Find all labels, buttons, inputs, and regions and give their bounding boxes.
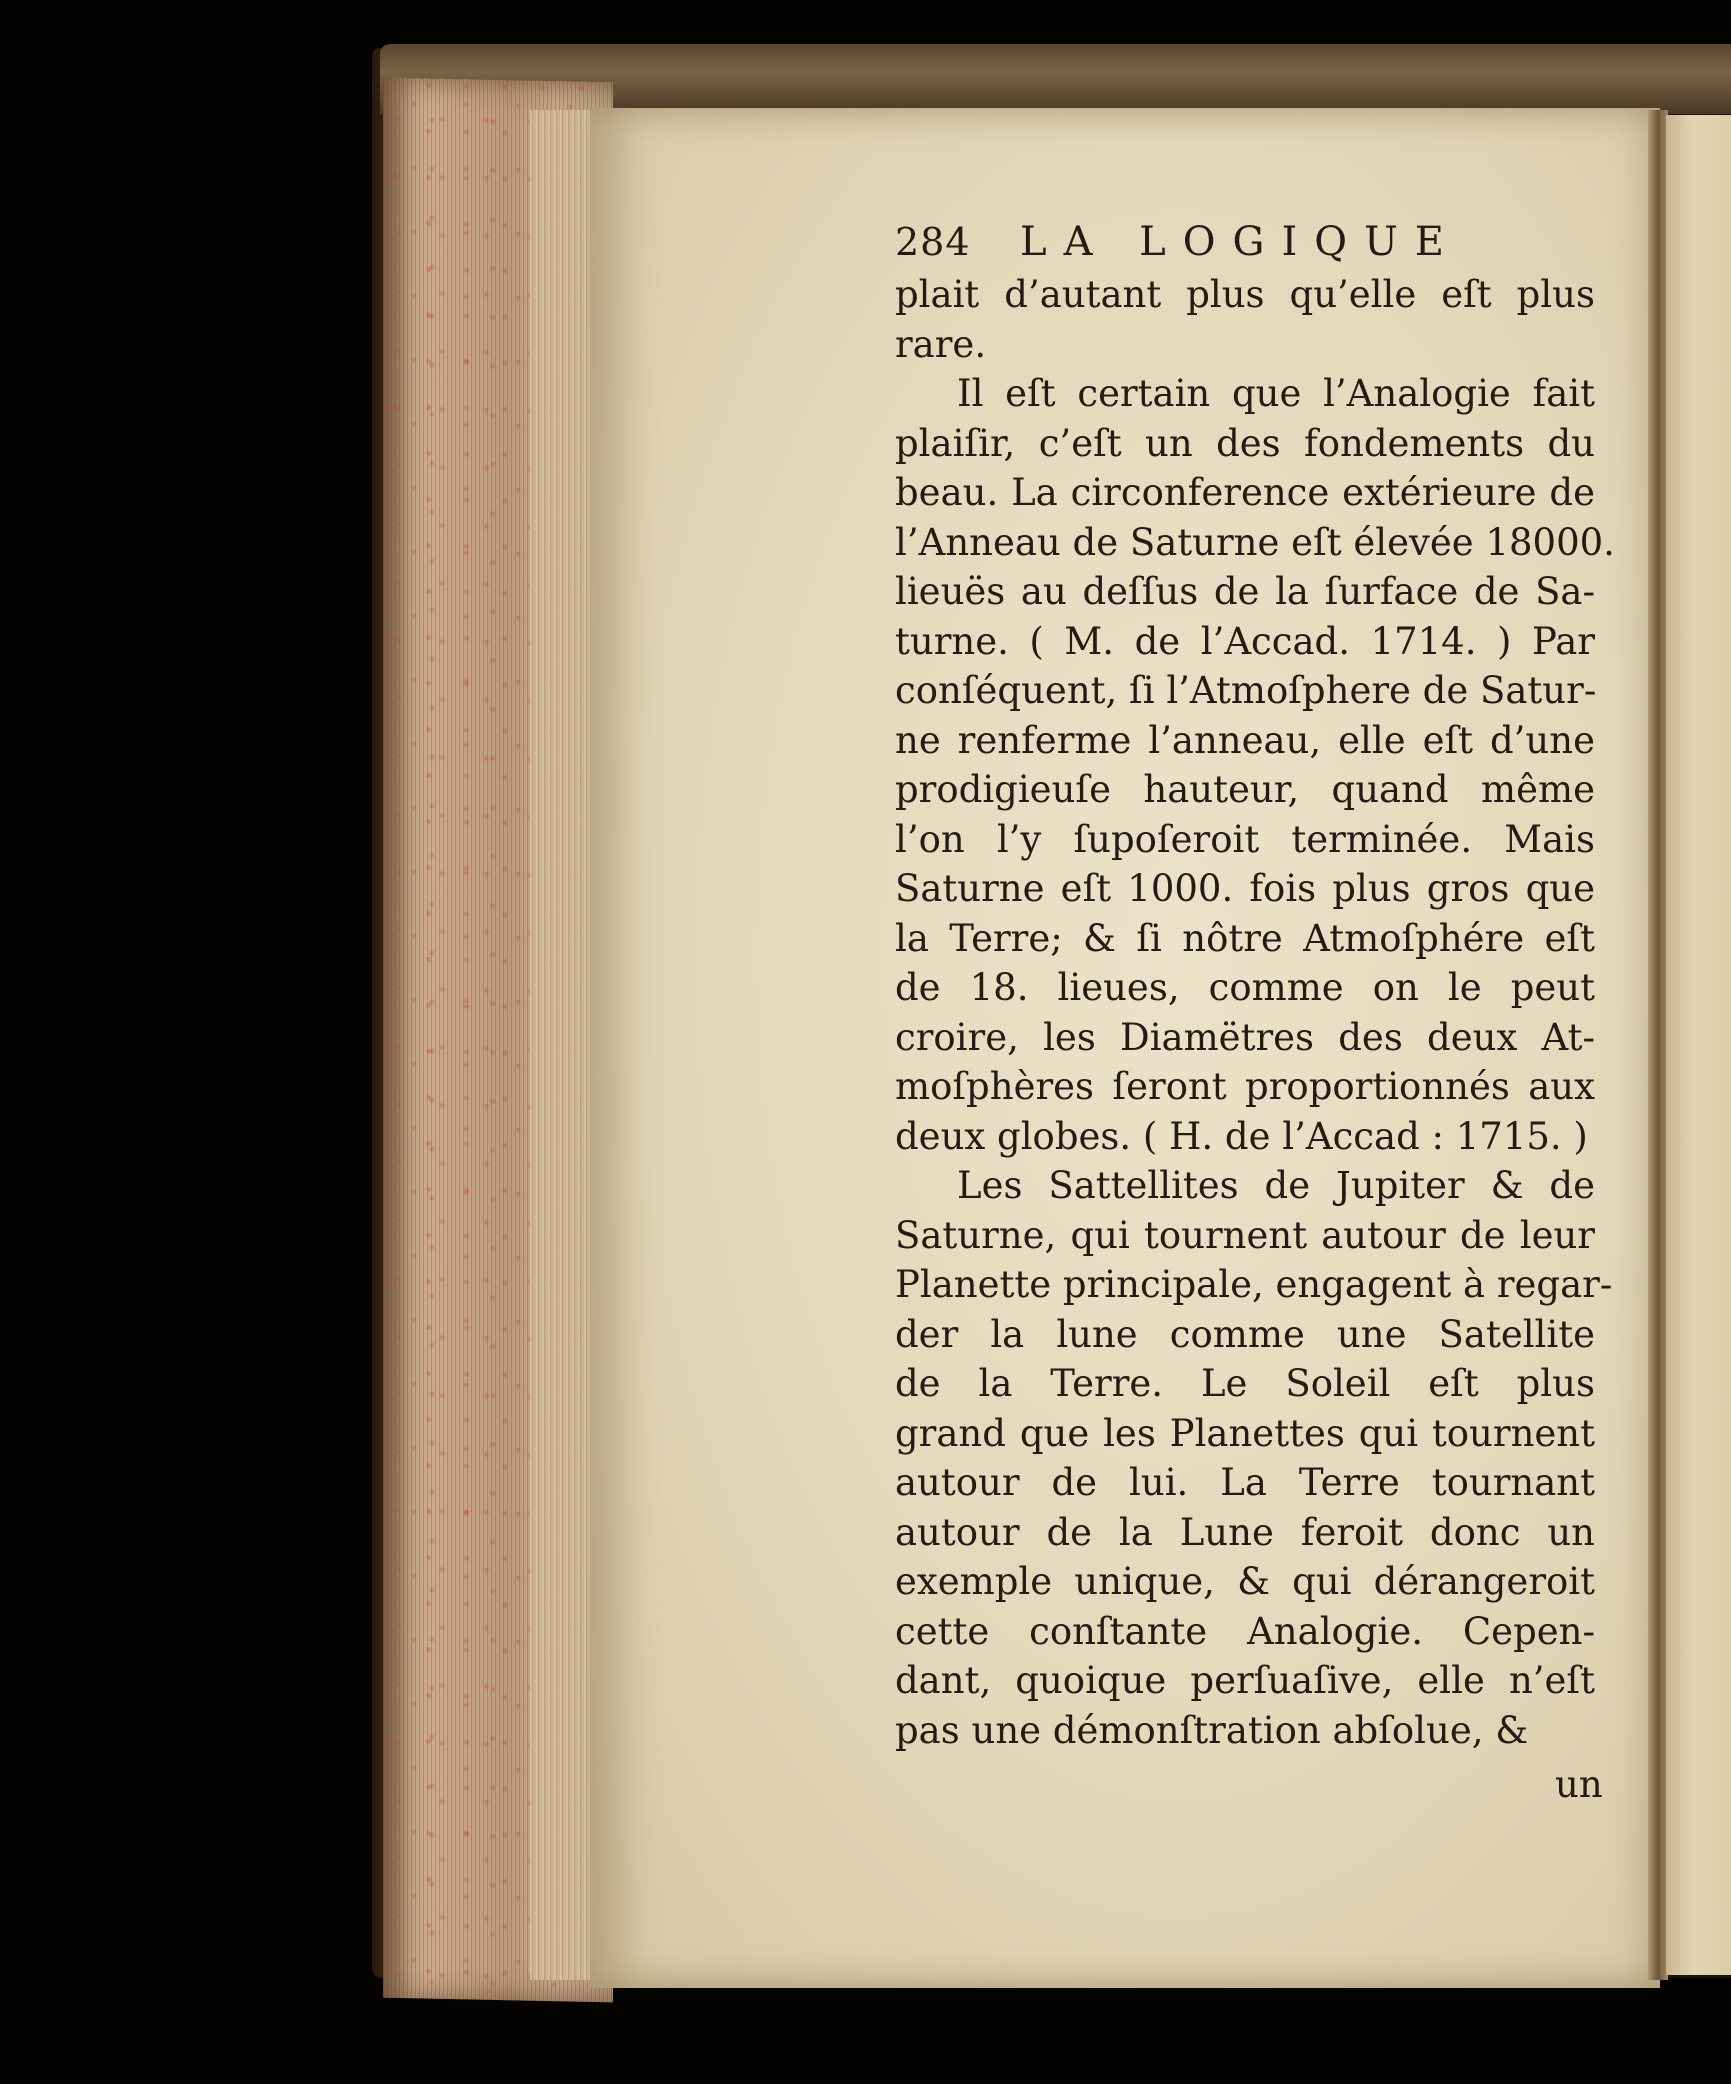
text-line: Les Sattellites de Jupiter & de <box>957 1164 1595 1207</box>
text-line: prodigieuſe hauteur, quand même <box>895 768 1595 811</box>
text-line: croire, les Diamëtres des deux At- <box>895 1015 1595 1059</box>
text-line: autour de lui. La Terre tournant <box>895 1461 1595 1504</box>
paragraph <box>895 1161 1613 1755</box>
text-line: l’Anneau de Saturne eſt élevée 18000. <box>895 520 1615 564</box>
text-line: Il eſt certain que l’Analogie fait <box>957 372 1595 415</box>
text-line: der la lune comme une Satellite <box>895 1312 1595 1356</box>
page-header <box>895 218 1595 270</box>
facing-page <box>1666 115 1731 1975</box>
book-gutter <box>1648 110 1668 1980</box>
page-text-block <box>895 218 1615 1755</box>
paragraph <box>895 369 1615 1161</box>
text-line: turne. ( M. de l’Accad. 1714. ) Par <box>895 619 1595 663</box>
text-line: cette conſtante Analogie. Cepen- <box>895 1609 1595 1653</box>
catchword: un <box>1555 1763 1603 1806</box>
text-line: l’on l’y ſupoſeroit terminée. Mais <box>895 817 1595 861</box>
text-line: plait d’autant plus qu’elle eſt plus <box>895 273 1595 316</box>
text-line: beau. La circonference extérieure de <box>895 471 1595 514</box>
text-line: Saturne, qui tournent autour de leur <box>895 1213 1595 1257</box>
text-line: deux globes. ( H. de l’Accad : 1715. ) <box>895 1114 1588 1158</box>
text-line: dant, quoique perſuaſive, elle n’eſt <box>895 1659 1595 1702</box>
text-line: autour de la Lune feroit donc un <box>895 1510 1595 1554</box>
text-line: conſéquent, ſi l’Atmoſphere de Satur- <box>895 669 1597 712</box>
page-number: 284 <box>895 220 971 264</box>
text-line: Planette principale, engagent à regar- <box>895 1263 1613 1306</box>
paragraph <box>895 270 1595 369</box>
text-line: pas une démonſtration abſolue, & <box>895 1708 1529 1752</box>
text-line: grand que les Planettes qui tournent <box>895 1411 1595 1455</box>
text-line: moſphères ſeront proportionnés aux <box>895 1065 1595 1108</box>
text-line: lieuës au deſſus de la ſurface de Sa- <box>895 570 1595 613</box>
running-head: LA LOGIQUE <box>1020 219 1461 265</box>
text-line: de 18. lieues, comme on le peut <box>895 966 1595 1009</box>
text-line: de la Terre. Le Soleil eſt plus <box>895 1362 1595 1405</box>
text-line: ne renferme l’anneau, elle eſt d’une <box>895 718 1595 762</box>
text-line: Saturne eſt 1000. fois plus gros que <box>895 867 1595 910</box>
text-line: exemple unique, & qui dérangeroit <box>895 1560 1595 1603</box>
text-line: rare. <box>895 322 987 366</box>
text-line: la Terre; & ſi nôtre Atmoſphére eſt <box>895 916 1595 960</box>
page-body <box>895 270 1615 1755</box>
text-line: plaiſir, c’eſt un des fondements du <box>895 421 1595 465</box>
